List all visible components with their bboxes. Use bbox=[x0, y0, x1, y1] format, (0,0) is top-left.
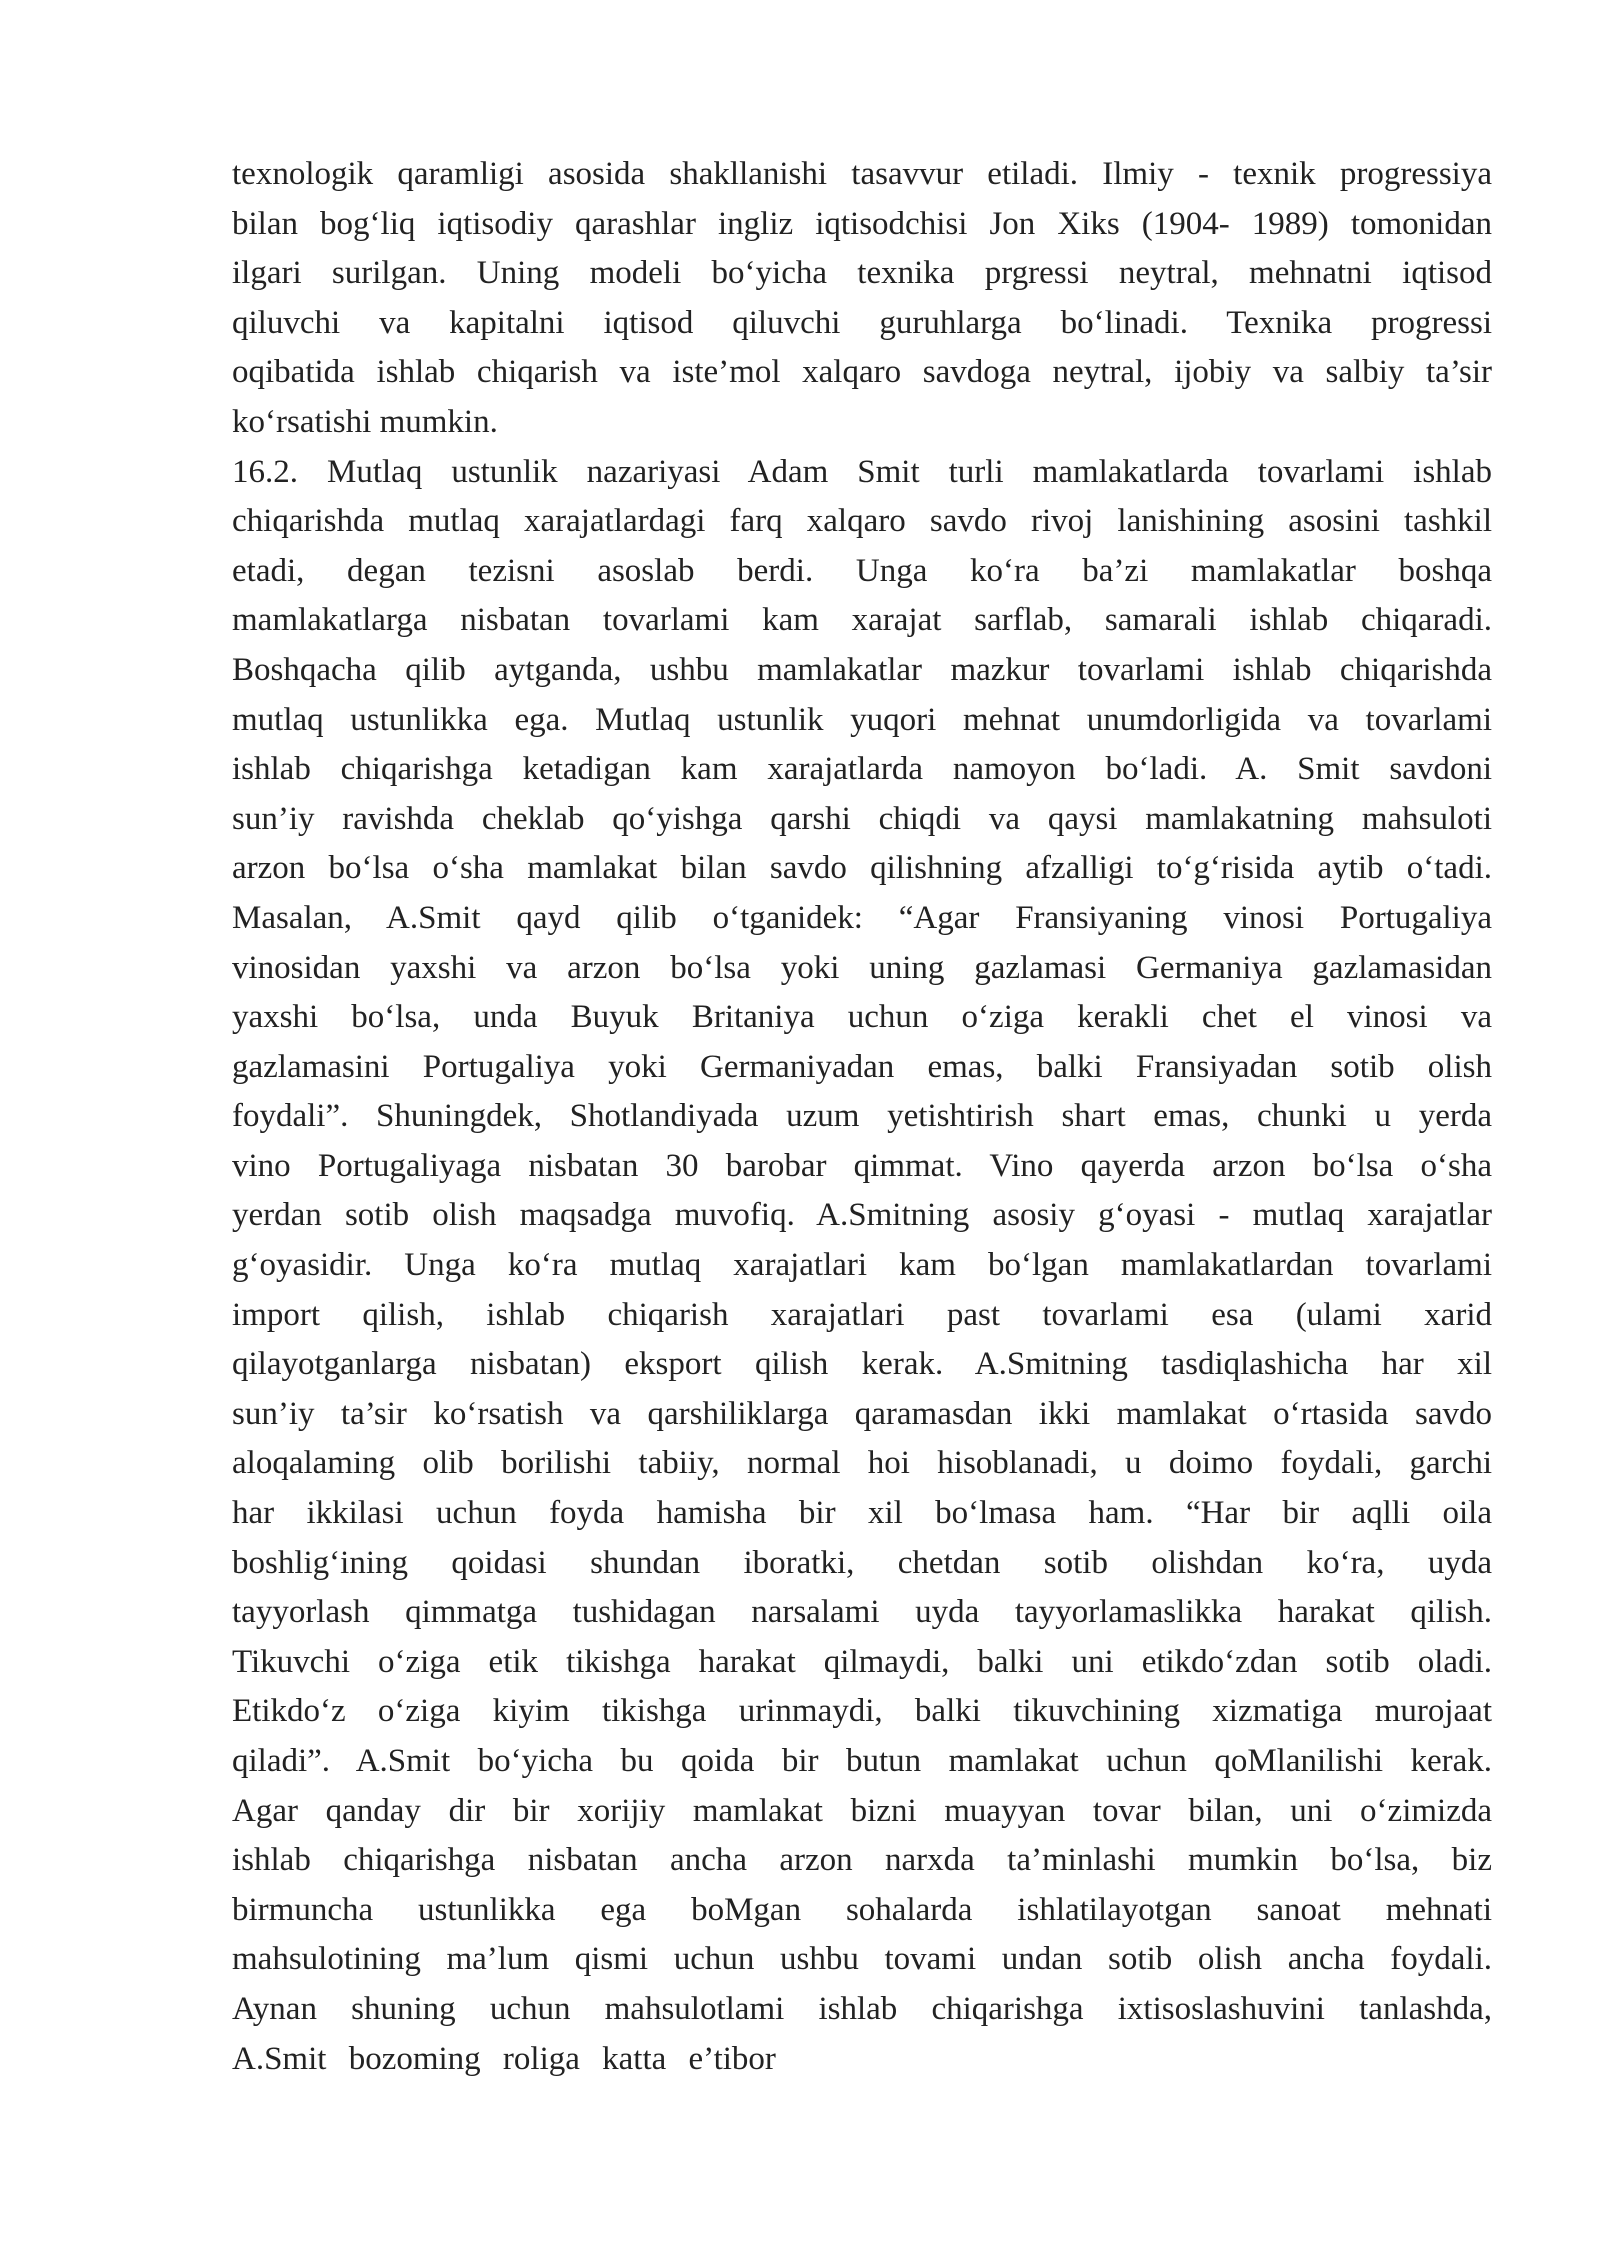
text-line: bilan bog‘liq iqtisodiy qarashlar ingliz iqtisodchisi Jon Xiks (1904- 1989) tomonidan bbox=[232, 205, 1492, 242]
text-line-final: A.Smit bozoming roliga katta e’tibor bbox=[232, 2040, 776, 2077]
text-line: ishlab chiqarishga nisbatan ancha arzon narxda ta’minlashi mumkin bo‘lsa, biz bbox=[232, 1842, 1492, 1879]
text-line: qiluvchi va kapitalni iqtisod qiluvchi guruhlarga bo‘linadi. Texnika progressi bbox=[232, 304, 1492, 341]
section-heading-line: 16.2. Mutlaq ustunlik nazariyasi Adam Smit turli mamlakatlarda tovarlami ishlab bbox=[232, 453, 1492, 490]
text-line: qiladi”. A.Smit bo‘yicha bu qoida bir butun mamlakat uchun qoMlanilishi kerak. bbox=[232, 1743, 1492, 1779]
text-line: qilayotganlarga nisbatan) eksport qilish kerak. A.Smitning tasdiqlashicha har xil bbox=[232, 1346, 1492, 1383]
text-line: gazlamasini Portugaliya yoki Germaniyadan emas, balki Fransiyadan sotib olish bbox=[232, 1048, 1492, 1085]
text-line: chiqarishda mutlaq xarajatlardagi farq xalqaro savdo rivoj lanishining asosini tashkil bbox=[232, 503, 1492, 540]
text-line: etadi, degan tezisni asoslab berdi. Unga ko‘ra ba’zi mamlakatlar boshqa bbox=[232, 552, 1492, 589]
text-line: oqibatida ishlab chiqarish va iste’mol xalqaro savdoga neytral, ijobiy va salbiy ta’sir bbox=[232, 354, 1492, 391]
text-line: vino Portugaliyaga nisbatan 30 barobar qimmat. Vino qayerda arzon bo‘lsa o‘sha bbox=[232, 1147, 1492, 1184]
text-line: vinosidan yaxshi va arzon bo‘lsa yoki uning gazlamasi Germaniya gazlamasidan bbox=[232, 949, 1492, 986]
text-line: Tikuvchi o‘ziga etik tikishga harakat qilmaydi, balki uni etikdo‘zdan sotib oladi. bbox=[232, 1643, 1492, 1680]
text-line: yaxshi bo‘lsa, unda Buyuk Britaniya uchun o‘ziga kerakli chet el vinosi va bbox=[232, 999, 1492, 1036]
text-line: birmuncha ustunlikka ega boMgan sohalarda ishlatilayotgan sanoat mehnati bbox=[232, 1891, 1492, 1928]
text-line: mamlakatlarga nisbatan tovarlami kam xarajat sarflab, samarali ishlab chiqaradi. bbox=[232, 602, 1492, 639]
text-line: boshlig‘ining qoidasi shundan iboratki, chetdan sotib olishdan ko‘ra, uyda bbox=[232, 1544, 1492, 1581]
text-line: Masalan, A.Smit qayd qilib o‘tganidek: “Agar Fransiyaning vinosi Portugaliya bbox=[232, 899, 1492, 936]
text-line: Aynan shuning uchun mahsulotlami ishlab chiqarishga ixtisoslashuvini tanlashda, bbox=[232, 1990, 1492, 2027]
body-text bbox=[232, 150, 1492, 2084]
text-line: Boshqacha qilib aytganda, ushbu mamlakatlar mazkur tovarlami ishlab chiqarishda bbox=[232, 651, 1492, 688]
text-line: tayyorlash qimmatga tushidagan narsalami uyda tayyorlamaslikka harakat qilish. bbox=[232, 1594, 1492, 1631]
text-line: aloqalaming olib borilishi tabiiy, normal hoi hisoblanadi, u doimo foydali, garchi bbox=[232, 1445, 1492, 1482]
text-line: texnologik qaramligi asosida shakllanishi tasavvur etiladi. Ilmiy - texnik progressiya bbox=[232, 156, 1492, 192]
text-line: mahsulotining ma’lum qismi uchun ushbu tovami undan sotib olish ancha foydali. bbox=[232, 1941, 1492, 1978]
text-line: Agar qanday dir bir xorijiy mamlakat bizni muayyan tovar bilan, uni o‘zimizda bbox=[232, 1792, 1492, 1829]
text-line: ko‘rsatishi mumkin. bbox=[232, 403, 498, 440]
text-line: import qilish, ishlab chiqarish xarajatlari past tovarlami esa (ulami xarid bbox=[232, 1296, 1492, 1333]
text-line: yerdan sotib olish maqsadga muvofiq. A.Smitning asosiy g‘oyasi - mutlaq xarajatlar bbox=[232, 1197, 1492, 1234]
text-line: arzon bo‘lsa o‘sha mamlakat bilan savdo qilishning afzalligi to‘g‘risida aytib o‘tadi. bbox=[232, 850, 1492, 887]
text-line: ilgari surilgan. Uning modeli bo‘yicha texnika prgressi neytral, mehnatni iqtisod bbox=[232, 255, 1492, 292]
text-line: foydali”. Shuningdek, Shotlandiyada uzum yetishtirish shart emas, chunki u yerda bbox=[232, 1098, 1492, 1135]
text-line: har ikkilasi uchun foyda hamisha bir xil bo‘lmasa ham. “Har bir aqlli oila bbox=[232, 1495, 1492, 1532]
text-line: mutlaq ustunlikka ega. Mutlaq ustunlik yuqori mehnat unumdorligida va tovarlami bbox=[232, 701, 1492, 738]
text-line: sun’iy ravishda cheklab qo‘yishga qarshi chiqdi va qaysi mamlakatning mahsuloti bbox=[232, 800, 1492, 837]
text-line: ishlab chiqarishga ketadigan kam xarajatlarda namoyon bo‘ladi. A. Smit savdoni bbox=[232, 751, 1492, 788]
text-line: Etikdo‘z o‘ziga kiyim tikishga urinmaydi, balki tikuvchining xizmatiga murojaat bbox=[232, 1693, 1492, 1730]
text-line: g‘oyasidir. Unga ko‘ra mutlaq xarajatlari kam bo‘lgan mamlakatlardan tovarlami bbox=[232, 1247, 1492, 1284]
text-line: sun’iy ta’sir ko‘rsatish va qarshiliklarga qaramasdan ikki mamlakat o‘rtasida savdo bbox=[232, 1395, 1492, 1432]
